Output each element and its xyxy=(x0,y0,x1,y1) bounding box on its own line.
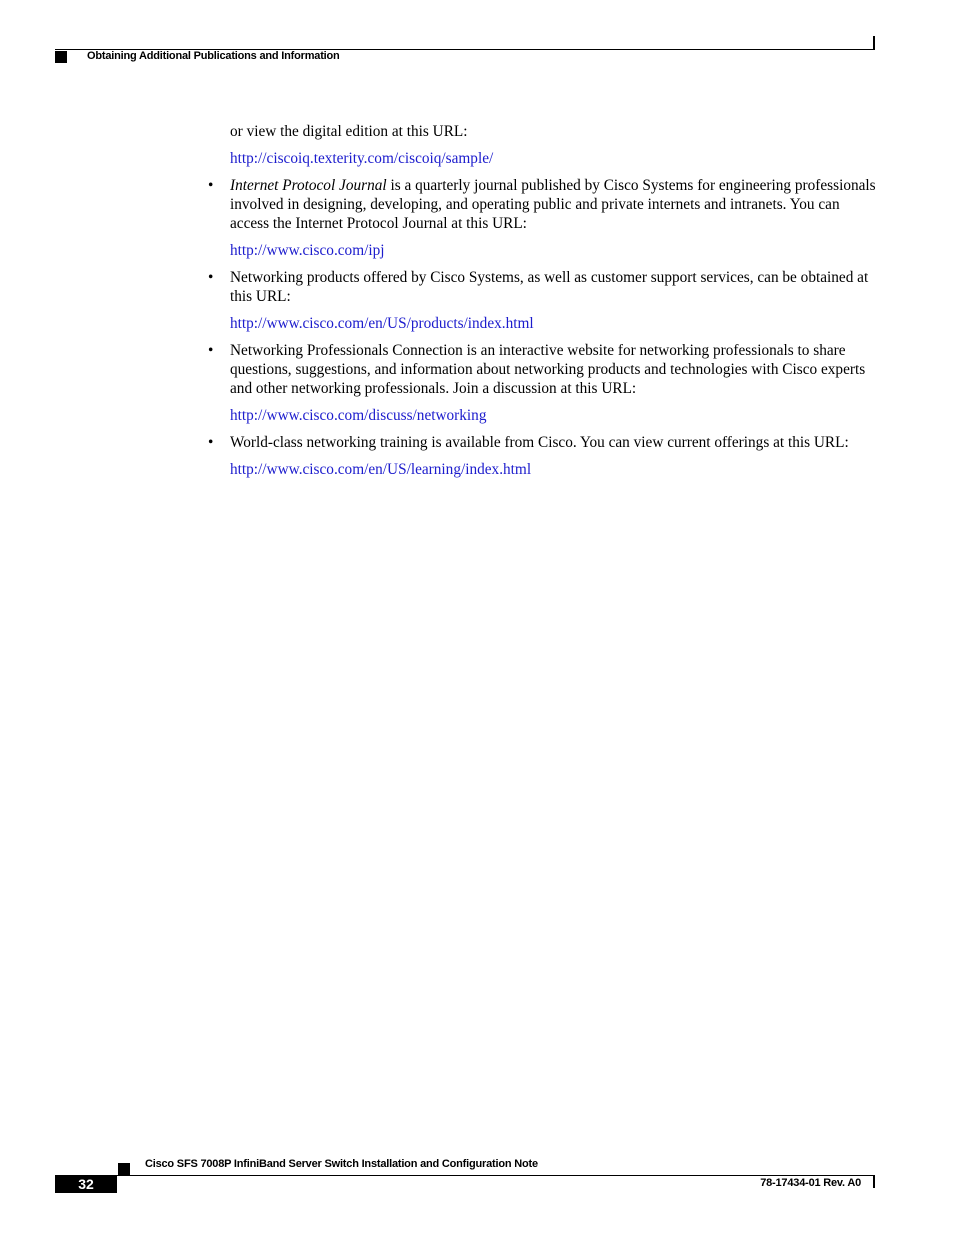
list-item xyxy=(208,268,880,306)
list-item-text: Networking products offered by Cisco Systems, as well as customer support services, can be obtained at this URL: xyxy=(230,269,869,305)
list-item-text: is a quarterly journal published by Cisco Systems for engineering professionals involved in designing, developing, and operating public and private internets and intranets. You can access the Internet Protocol Journal at this URL: xyxy=(230,177,876,232)
bullet-icon: • xyxy=(208,342,214,359)
header-marker xyxy=(55,51,67,63)
running-header-title: Obtaining Additional Publications and Information xyxy=(87,50,340,62)
link-ciscoiq-sample[interactable]: http://ciscoiq.texterity.com/ciscoiq/sample/ xyxy=(230,150,494,167)
bullet-icon: • xyxy=(208,177,214,194)
intro-text: or view the digital edition at this URL: xyxy=(230,123,468,140)
page-content xyxy=(208,122,880,487)
list-item-text: World-class networking training is available from Cisco. You can view current offerings at this URL: xyxy=(230,434,849,451)
page-number: 32 xyxy=(55,1175,117,1193)
link-ipj[interactable]: http://www.cisco.com/ipj xyxy=(230,242,385,259)
link-learning[interactable]: http://www.cisco.com/en/US/learning/index.html xyxy=(230,461,532,478)
list-item-text: Networking Professionals Connection is an interactive website for networking professionals to share questions, suggestions, and information about networking products and technologies with Cisco experts and other networking professionals. Join a discussion at this URL: xyxy=(230,342,866,397)
link-discuss-networking[interactable]: http://www.cisco.com/discuss/networking xyxy=(230,407,487,424)
header-tick xyxy=(873,36,875,50)
footer-tick xyxy=(873,1176,875,1188)
bullet-icon: • xyxy=(208,434,214,451)
doc-number: 78-17434-01 Rev. A0 xyxy=(760,1177,861,1189)
list-item xyxy=(208,176,880,233)
footer-doc-title: Cisco SFS 7008P InfiniBand Server Switch Installation and Configuration Note xyxy=(145,1158,538,1170)
journal-name: Internet Protocol Journal xyxy=(230,177,387,194)
bullet-icon: • xyxy=(208,269,214,286)
footer-marker xyxy=(118,1163,130,1175)
list-item xyxy=(208,433,880,452)
footer-rule xyxy=(55,1175,875,1176)
link-products[interactable]: http://www.cisco.com/en/US/products/index.html xyxy=(230,315,534,332)
list-item xyxy=(208,341,880,398)
